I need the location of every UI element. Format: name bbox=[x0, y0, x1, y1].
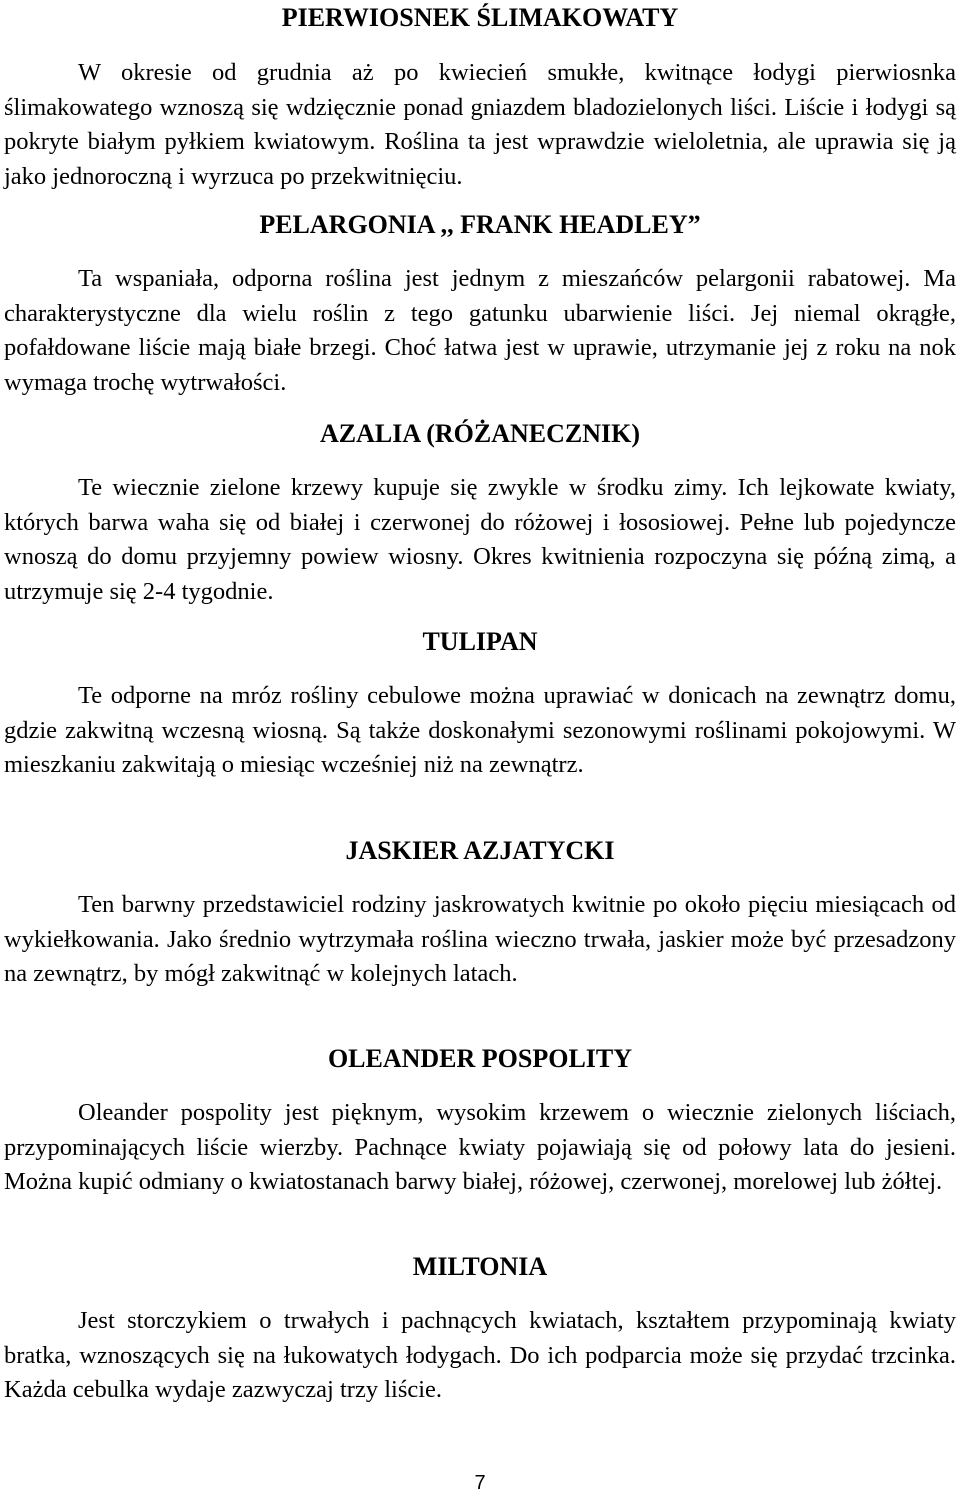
section-heading-pierwiosnek: PIERWIOSNEK ŚLIMAKOWATY bbox=[281, 3, 679, 32]
section-heading-azalia: AZALIA (RÓŻANECZNIK) bbox=[320, 419, 640, 448]
section-heading-tulipan: TULIPAN bbox=[422, 627, 538, 656]
section-text-azalia: Te wiecznie zielone krzewy kupuje się zwykle w środku zimy. Ich lejkowate kwiaty, których barwa waha się od białej i czerwonej do różowej i łososiowej. Pełne lub pojedyncze wnoszą do domu przyjemny powiew wiosny. Okres kwitnienia rozpoczyna się późną zimą, a utrzymuje się 2-4 tygodnie. bbox=[4, 474, 956, 605]
section-heading-miltonia: MILTONIA bbox=[412, 1252, 548, 1281]
section-heading-pelargonia: PELARGONIA ,, FRANK HEADLEY” bbox=[259, 210, 701, 239]
page-number: 7 bbox=[474, 1472, 486, 1494]
section-heading-jaskier: JASKIER AZJATYCKI bbox=[345, 836, 615, 865]
section-text-pierwiosnek: W okresie od grudnia aż po kwiecień smukłe, kwitnące łodygi pierwiosnka ślimakowatego wznoszą się wdzięcznie ponad gniazdem bladozielonych liści. Liście i łodygi są pokryte białym pyłkiem kwiatowym. Roślina ta jest wprawdzie wieloletnia, ale uprawia się ją jako jednoroczną i wyrzuca po przekwitnięciu. bbox=[4, 59, 956, 190]
section-text-tulipan: Te odporne na mróz rośliny cebulowe można uprawiać w donicach na zewnątrz domu, gdzie zakwitną wczesną wiosną. Są także doskonałymi sezonowymi roślinami pokojowymi. W mieszkaniu zakwitają o miesiąc wcześniej niż na zewnątrz. bbox=[4, 682, 956, 778]
section-text-oleander: Oleander pospolity jest pięknym, wysokim krzewem o wiecznie zielonych liściach, przypominających liście wierzby. Pachnące kwiaty pojawiają się od połowy lata do jesieni. Można kupić odmiany o kwiatostanach barwy białej, różowej, czerwonej, morelowej lub żółtej. bbox=[4, 1099, 956, 1195]
section-heading-oleander: OLEANDER POSPOLITY bbox=[327, 1044, 633, 1073]
section-text-jaskier: Ten barwny przedstawiciel rodziny jaskrowatych kwitnie po około pięciu miesiącach od wykiełkowania. Jako średnio wytrzymała roślina wieczno trwała, jaskier może być przesadzony na zewnątrz, by mógł zakwitnąć w kolejnych latach. bbox=[4, 891, 956, 987]
section-text-miltonia: Jest storczykiem o trwałych i pachnących kwiatach, kształtem przypominają kwiaty bratka, wznoszących się na łukowatych łodygach. Do ich podparcia może się przydać trzcinka. Każda cebulka wydaje zazwyczaj trzy liście. bbox=[4, 1307, 956, 1403]
section-text-pelargonia: Ta wspaniała, odporna roślina jest jednym z mieszańców pelargonii rabatowej. Ma charakterystyczne dla wielu roślin z tego gatunku ubarwienie liści. Jej niemal okrągłe, pofałdowane liście mają białe brzegi. Choć łatwa jest w uprawie, utrzymanie jej z roku na nok wymaga trochę wytrwałości. bbox=[4, 265, 956, 396]
